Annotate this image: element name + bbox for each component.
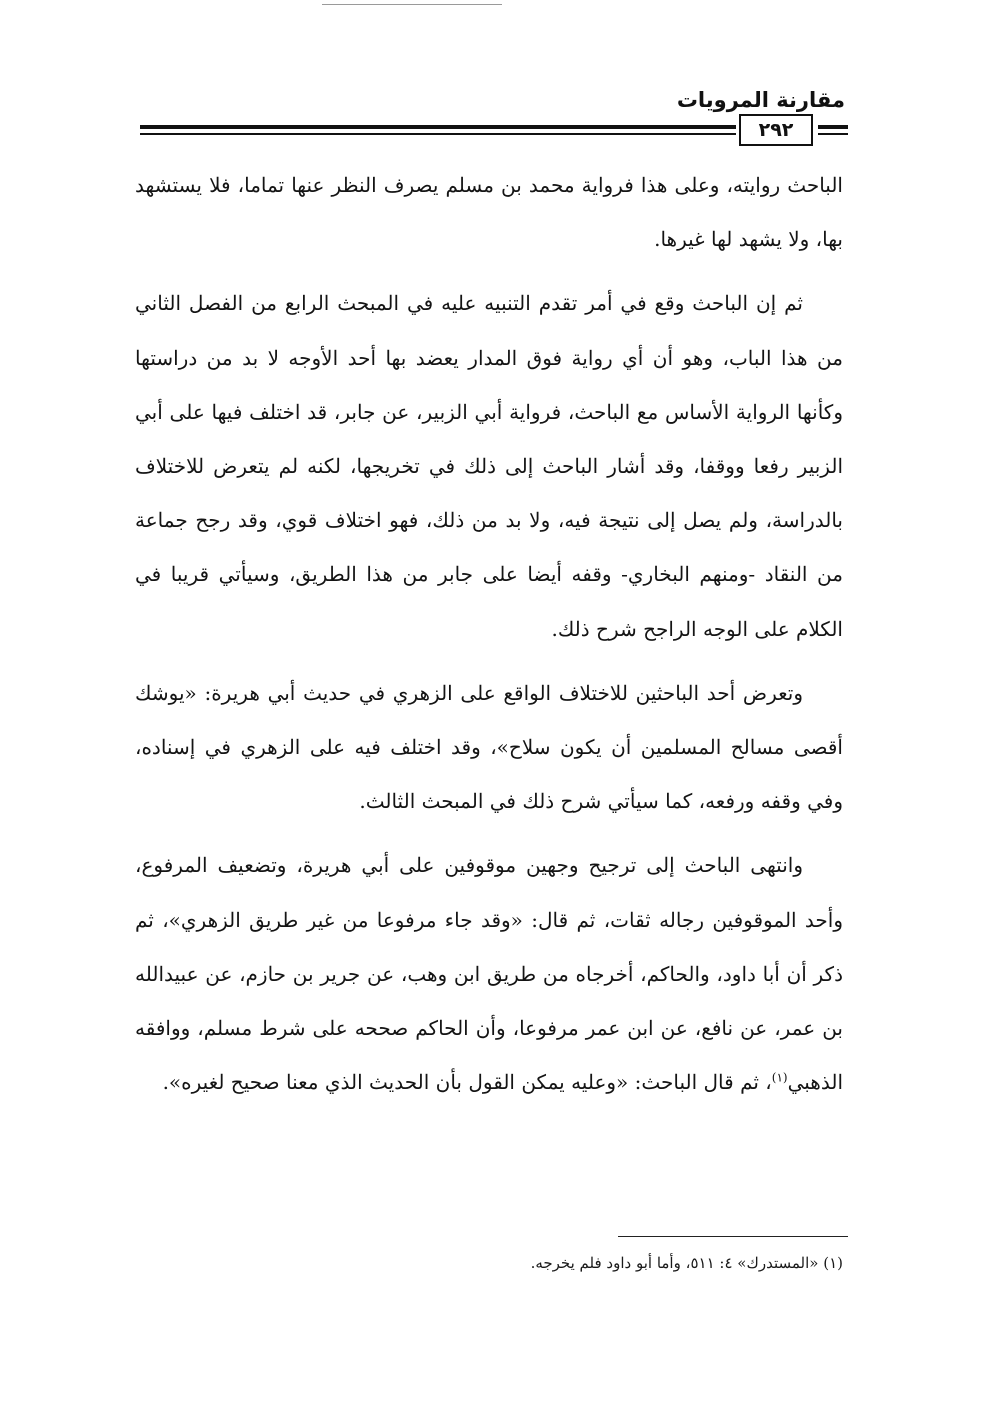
running-header-title: مقارنة المرويات	[676, 88, 845, 112]
footnote-reference[interactable]: (١)	[771, 1070, 788, 1085]
paragraph-4-tail: ، ثم قال الباحث: «وعليه يمكن القول بأن الحديث الذي معنا صحيح لغيره».	[162, 1070, 772, 1095]
paragraph-4	[135, 838, 843, 1109]
header-rule-thin-right	[140, 133, 736, 135]
paragraph-4-text: وانتهى الباحث إلى ترجيح وجهين موقوفين على أبي هريرة، وتضعيف المرفوع، وأحد الموقوفين رجاله ثقات، ثم قال: «وقد جاء مرفوعا من غير طريق الزهري»، ثم ذكر أن أبا داود، والحاكم، أخرجاه من طريق ابن وهب، عن جرير بن حازم، عن عبيدالله بن عمر، عن نافع، عن ابن عمر مرفوعا، وأن الحاكم صححه على شرط مسلم، ووافقه الذهبي	[135, 853, 843, 1095]
header-rule-thick-right	[140, 125, 736, 129]
header-rule-thick-left	[818, 125, 848, 129]
main-text	[135, 158, 843, 1119]
header-rule-thin-left	[818, 133, 848, 135]
paragraph-3: وتعرض أحد الباحثين للاختلاف الواقع على الزهري في حديث أبي هريرة: «يوشك أقصى مسالح المسلمين أن يكون سلاح»، وقد اختلف فيه على الزهري في إسناده، وفي وقفه ورفعه، كما سيأتي شرح ذلك في المبحث الثالث.	[135, 680, 843, 814]
top-edge-rule	[322, 4, 502, 5]
paragraph-1: الباحث روايته، وعلى هذا فرواية محمد بن مسلم يصرف النظر عنها تماما، فلا يستشهد بها، ولا يشهد لها غيرها.	[135, 173, 843, 252]
footnote-separator	[618, 1236, 848, 1237]
footnote: (١) «المستدرك» ٤: ٥١١، وأما أبو داود فلم يخرجه.	[530, 1254, 843, 1272]
page-number: ٢٩٢	[739, 114, 813, 146]
paragraph-2: ثم إن الباحث وقع في أمر تقدم التنبيه عليه في المبحث الرابع من الفصل الثاني من هذا الباب، وهو أن أي رواية فوق المدار يعضد بها أحد الأوجه لا بد من دراستها وكأنها الرواية الأساس مع الباحث، فرواية أبي الزبير، عن جابر، قد اختلف فيها على أبي الزبير رفعا ووقفا، وقد أشار الباحث إلى ذلك في تخريجها، لكنه لم يتعرض للاختلاف بالدراسة، ولم يصل إلى نتيجة فيه، ولا بد من ذلك، فهو اختلاف قوي، وقد رجح جماعة من النقاد -ومنهم البخاري- وقفه أيضا على جابر من هذا الطريق، وسيأتي قريبا في الكلام على الوجه الراجح شرح ذلك.	[135, 291, 843, 641]
